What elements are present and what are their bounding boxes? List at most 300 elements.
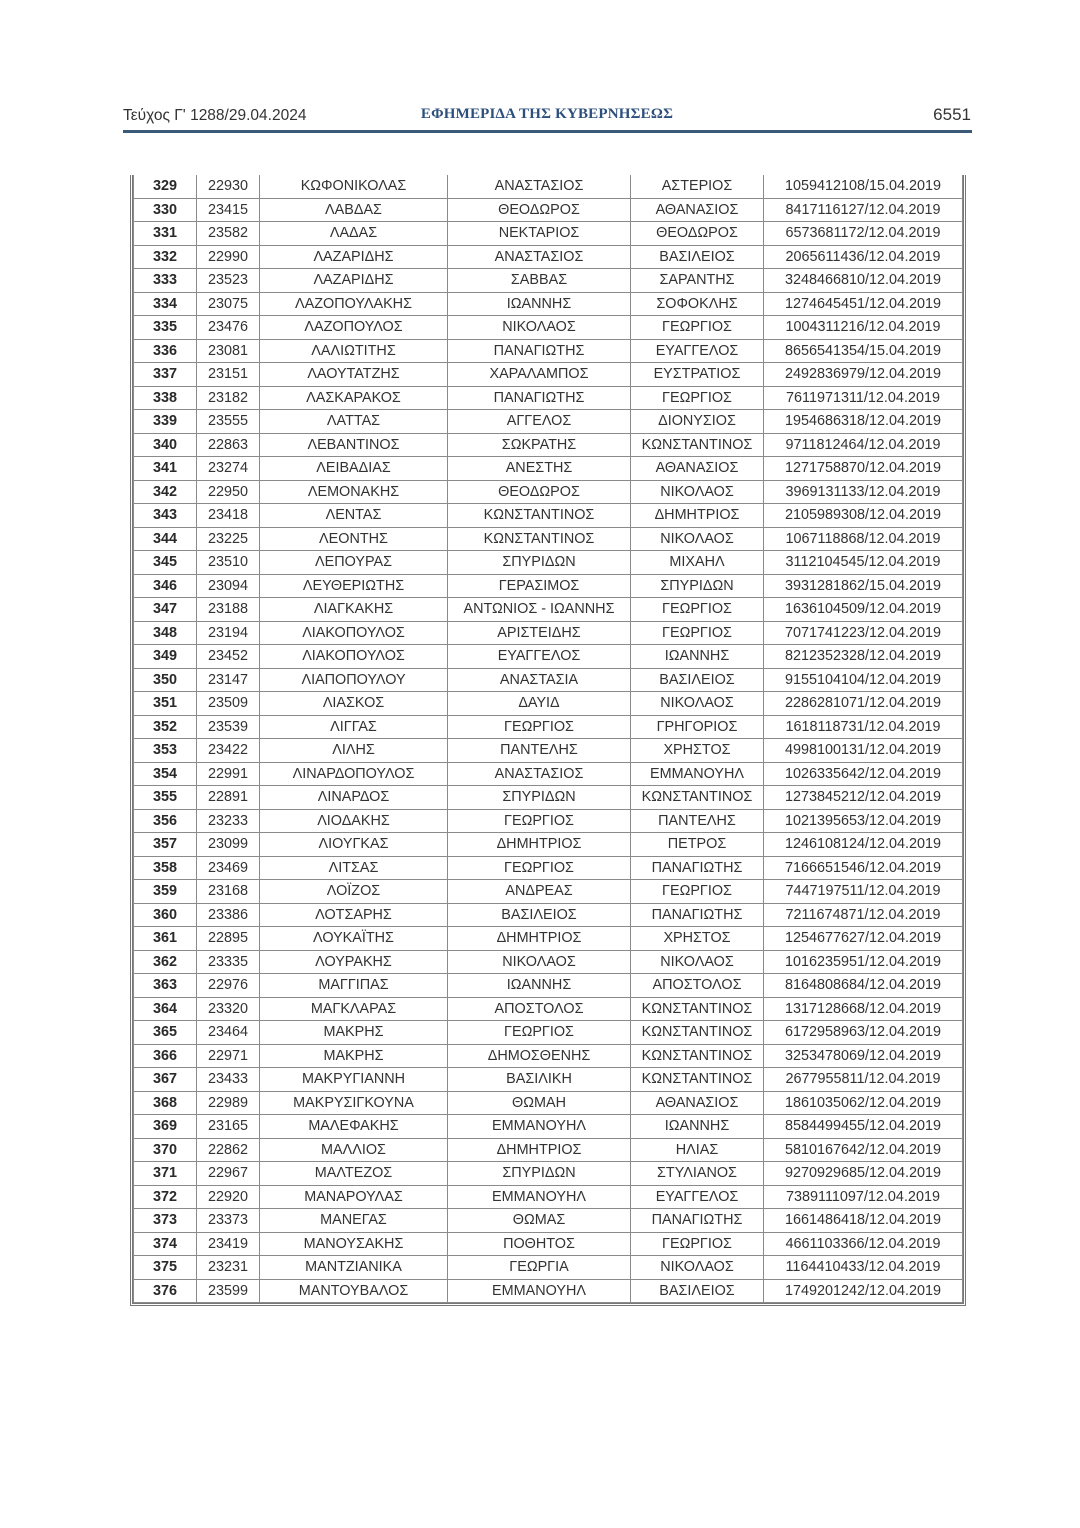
first-name-cell: ΑΝΑΣΤΑΣΙΟΣ	[448, 175, 631, 198]
table-row	[134, 645, 963, 669]
table-row	[134, 1068, 963, 1092]
registry-code-cell: 23165	[197, 1115, 260, 1139]
table-row	[134, 856, 963, 880]
protocol-number-cell: 1861035062/12.04.2019	[764, 1091, 963, 1115]
father-name-cell: ΠΕΤΡΟΣ	[631, 833, 764, 857]
table-row	[134, 410, 963, 434]
protocol-number-cell: 8212352328/12.04.2019	[764, 645, 963, 669]
father-name-cell: ΝΙΚΟΛΑΟΣ	[631, 527, 764, 551]
row-number-cell: 359	[134, 880, 197, 904]
first-name-cell: ΑΝΑΣΤΑΣΙΟΣ	[448, 762, 631, 786]
first-name-cell: ΓΕΩΡΓΙΟΣ	[448, 1021, 631, 1045]
father-name-cell: ΑΠΟΣΤΟΛΟΣ	[631, 974, 764, 998]
surname-cell: ΜΑΚΡΗΣ	[260, 1044, 448, 1068]
father-name-cell: ΚΩΝΣΤΑΝΤΙΝΟΣ	[631, 997, 764, 1021]
father-name-cell: ΚΩΝΣΤΑΝΤΙΝΟΣ	[631, 433, 764, 457]
father-name-cell: ΝΙΚΟΛΑΟΣ	[631, 480, 764, 504]
first-name-cell: ΔΗΜΗΤΡΙΟΣ	[448, 1138, 631, 1162]
first-name-cell: ΑΡΙΣΤΕΙΔΗΣ	[448, 621, 631, 645]
father-name-cell: ΣΑΡΑΝΤΗΣ	[631, 269, 764, 293]
father-name-cell: ΓΕΩΡΓΙΟΣ	[631, 598, 764, 622]
table-row	[134, 927, 963, 951]
first-name-cell: ΑΝΕΣΤΗΣ	[448, 457, 631, 481]
first-name-cell: ΓΕΩΡΓΙΟΣ	[448, 715, 631, 739]
surname-cell: ΛΑΔΑΣ	[260, 222, 448, 246]
protocol-number-cell: 1274645451/12.04.2019	[764, 292, 963, 316]
registry-code-cell: 22863	[197, 433, 260, 457]
table-row	[134, 762, 963, 786]
first-name-cell: ΔΗΜΗΤΡΙΟΣ	[448, 833, 631, 857]
table-row	[134, 480, 963, 504]
first-name-cell: ΧΑΡΑΛΑΜΠΟΣ	[448, 363, 631, 387]
table-row	[134, 551, 963, 575]
surname-cell: ΛΕΥΘΕΡΙΩΤΗΣ	[260, 574, 448, 598]
protocol-number-cell: 1246108124/12.04.2019	[764, 833, 963, 857]
registry-code-cell: 23539	[197, 715, 260, 739]
protocol-number-cell: 9711812464/12.04.2019	[764, 433, 963, 457]
table-row	[134, 504, 963, 528]
protocol-number-cell: 1317128668/12.04.2019	[764, 997, 963, 1021]
registry-code-cell: 22976	[197, 974, 260, 998]
registry-code-cell: 23194	[197, 621, 260, 645]
row-number-cell: 339	[134, 410, 197, 434]
protocol-number-cell: 8417116127/12.04.2019	[764, 198, 963, 222]
table-row	[134, 1044, 963, 1068]
table-row	[134, 175, 963, 198]
row-number-cell: 341	[134, 457, 197, 481]
surname-cell: ΜΑΓΓΙΠΑΣ	[260, 974, 448, 998]
surname-cell: ΛΙΝΑΡΔΟΠΟΥΛΟΣ	[260, 762, 448, 786]
registry-code-cell: 23452	[197, 645, 260, 669]
first-name-cell: ΘΩΜΑΗ	[448, 1091, 631, 1115]
table-row	[134, 809, 963, 833]
row-number-cell: 349	[134, 645, 197, 669]
father-name-cell: ΔΗΜΗΤΡΙΟΣ	[631, 504, 764, 528]
registry-code-cell: 23555	[197, 410, 260, 434]
table-row	[134, 974, 963, 998]
first-name-cell: ΔΗΜΗΤΡΙΟΣ	[448, 927, 631, 951]
surname-cell: ΛΟΤΣΑΡΗΣ	[260, 903, 448, 927]
first-name-cell: ΘΕΟΔΩΡΟΣ	[448, 198, 631, 222]
protocol-number-cell: 1661486418/12.04.2019	[764, 1209, 963, 1233]
table-row	[134, 715, 963, 739]
registry-code-cell: 23386	[197, 903, 260, 927]
surname-cell: ΛΕΝΤΑΣ	[260, 504, 448, 528]
row-number-cell: 370	[134, 1138, 197, 1162]
father-name-cell: ΕΥΑΓΓΕΛΟΣ	[631, 1185, 764, 1209]
protocol-number-cell: 4661103366/12.04.2019	[764, 1232, 963, 1256]
father-name-cell: ΠΑΝΤΕΛΗΣ	[631, 809, 764, 833]
candidates-table-frame	[130, 175, 966, 1306]
father-name-cell: ΓΕΩΡΓΙΟΣ	[631, 316, 764, 340]
protocol-number-cell: 7389111097/12.04.2019	[764, 1185, 963, 1209]
first-name-cell: ΔΑΥΙΔ	[448, 692, 631, 716]
protocol-number-cell: 1254677627/12.04.2019	[764, 927, 963, 951]
table-row	[134, 1279, 963, 1303]
surname-cell: ΚΩΦΟΝΙΚΟΛΑΣ	[260, 175, 448, 198]
father-name-cell: ΑΣΤΕΡΙΟΣ	[631, 175, 764, 198]
table-row	[134, 245, 963, 269]
first-name-cell: ΘΩΜΑΣ	[448, 1209, 631, 1233]
row-number-cell: 362	[134, 950, 197, 974]
surname-cell: ΛΑΒΔΑΣ	[260, 198, 448, 222]
father-name-cell: ΓΕΩΡΓΙΟΣ	[631, 386, 764, 410]
protocol-number-cell: 6172958963/12.04.2019	[764, 1021, 963, 1045]
protocol-number-cell: 7611971311/12.04.2019	[764, 386, 963, 410]
registry-code-cell: 22920	[197, 1185, 260, 1209]
table-body	[134, 175, 963, 1303]
registry-code-cell: 22967	[197, 1162, 260, 1186]
first-name-cell: ΑΝΑΣΤΑΣΙΑ	[448, 668, 631, 692]
row-number-cell: 354	[134, 762, 197, 786]
first-name-cell: ΕΥΑΓΓΕΛΟΣ	[448, 645, 631, 669]
table-row	[134, 598, 963, 622]
first-name-cell: ΣΠΥΡΙΔΩΝ	[448, 786, 631, 810]
row-number-cell: 375	[134, 1256, 197, 1280]
row-number-cell: 367	[134, 1068, 197, 1092]
first-name-cell: ΣΩΚΡΑΤΗΣ	[448, 433, 631, 457]
surname-cell: ΛΙΑΓΚΑΚΗΣ	[260, 598, 448, 622]
registry-code-cell: 23151	[197, 363, 260, 387]
first-name-cell: ΘΕΟΔΩΡΟΣ	[448, 480, 631, 504]
protocol-number-cell: 1004311216/12.04.2019	[764, 316, 963, 340]
row-number-cell: 343	[134, 504, 197, 528]
first-name-cell: ΕΜΜΑΝΟΥΗΛ	[448, 1185, 631, 1209]
surname-cell: ΛΕΒΑΝΤΙΝΟΣ	[260, 433, 448, 457]
row-number-cell: 334	[134, 292, 197, 316]
registry-code-cell: 23099	[197, 833, 260, 857]
protocol-number-cell: 5810167642/12.04.2019	[764, 1138, 963, 1162]
protocol-number-cell: 1067118868/12.04.2019	[764, 527, 963, 551]
surname-cell: ΛΙΑΣΚΟΣ	[260, 692, 448, 716]
first-name-cell: ΓΕΩΡΓΙΟΣ	[448, 809, 631, 833]
row-number-cell: 345	[134, 551, 197, 575]
surname-cell: ΛΙΓΓΑΣ	[260, 715, 448, 739]
first-name-cell: ΙΩΑΝΝΗΣ	[448, 974, 631, 998]
first-name-cell: ΔΗΜΟΣΘΕΝΗΣ	[448, 1044, 631, 1068]
protocol-number-cell: 1954686318/12.04.2019	[764, 410, 963, 434]
table-row	[134, 574, 963, 598]
registry-code-cell: 23373	[197, 1209, 260, 1233]
table-row	[134, 1115, 963, 1139]
row-number-cell: 338	[134, 386, 197, 410]
protocol-number-cell: 9155104104/12.04.2019	[764, 668, 963, 692]
protocol-number-cell: 2105989308/12.04.2019	[764, 504, 963, 528]
row-number-cell: 361	[134, 927, 197, 951]
registry-code-cell: 23231	[197, 1256, 260, 1280]
table-row	[134, 668, 963, 692]
surname-cell: ΛΑΤΤΑΣ	[260, 410, 448, 434]
first-name-cell: ΕΜΜΑΝΟΥΗΛ	[448, 1115, 631, 1139]
table-row	[134, 997, 963, 1021]
row-number-cell: 340	[134, 433, 197, 457]
father-name-cell: ΑΘΑΝΑΣΙΟΣ	[631, 457, 764, 481]
father-name-cell: ΘΕΟΔΩΡΟΣ	[631, 222, 764, 246]
first-name-cell: ΕΜΜΑΝΟΥΗΛ	[448, 1279, 631, 1303]
protocol-number-cell: 1021395653/12.04.2019	[764, 809, 963, 833]
father-name-cell: ΓΕΩΡΓΙΟΣ	[631, 1232, 764, 1256]
table-row	[134, 269, 963, 293]
father-name-cell: ΚΩΝΣΤΑΝΤΙΝΟΣ	[631, 1068, 764, 1092]
protocol-number-cell: 8584499455/12.04.2019	[764, 1115, 963, 1139]
father-name-cell: ΓΕΩΡΓΙΟΣ	[631, 880, 764, 904]
registry-code-cell: 23188	[197, 598, 260, 622]
protocol-number-cell: 1271758870/12.04.2019	[764, 457, 963, 481]
registry-code-cell: 23464	[197, 1021, 260, 1045]
registry-code-cell: 22990	[197, 245, 260, 269]
first-name-cell: ΒΑΣΙΛΕΙΟΣ	[448, 903, 631, 927]
row-number-cell: 352	[134, 715, 197, 739]
registry-code-cell: 22862	[197, 1138, 260, 1162]
row-number-cell: 347	[134, 598, 197, 622]
row-number-cell: 335	[134, 316, 197, 340]
table-row	[134, 363, 963, 387]
row-number-cell: 332	[134, 245, 197, 269]
protocol-number-cell: 3931281862/15.04.2019	[764, 574, 963, 598]
surname-cell: ΜΑΛΤΕΖΟΣ	[260, 1162, 448, 1186]
father-name-cell: ΝΙΚΟΛΑΟΣ	[631, 950, 764, 974]
first-name-cell: ΠΑΝΤΕΛΗΣ	[448, 739, 631, 763]
father-name-cell: ΑΘΑΝΑΣΙΟΣ	[631, 198, 764, 222]
father-name-cell: ΧΡΗΣΤΟΣ	[631, 927, 764, 951]
registry-code-cell: 23233	[197, 809, 260, 833]
table-row	[134, 1232, 963, 1256]
surname-cell: ΜΑΚΡΥΣΙΓΚΟΥΝΑ	[260, 1091, 448, 1115]
row-number-cell: 371	[134, 1162, 197, 1186]
table-row	[134, 739, 963, 763]
surname-cell: ΛΑΟΥΤΑΤΖΗΣ	[260, 363, 448, 387]
protocol-number-cell: 4998100131/12.04.2019	[764, 739, 963, 763]
father-name-cell: ΚΩΝΣΤΑΝΤΙΝΟΣ	[631, 1021, 764, 1045]
surname-cell: ΜΑΝΑΡΟΥΛΑΣ	[260, 1185, 448, 1209]
table-row	[134, 222, 963, 246]
protocol-number-cell: 1164410433/12.04.2019	[764, 1256, 963, 1280]
row-number-cell: 330	[134, 198, 197, 222]
protocol-number-cell: 8164808684/12.04.2019	[764, 974, 963, 998]
candidates-table	[133, 175, 963, 1303]
page-header	[123, 104, 971, 130]
registry-code-cell: 23147	[197, 668, 260, 692]
surname-cell: ΛΑΖΟΠΟΥΛΑΚΗΣ	[260, 292, 448, 316]
surname-cell: ΛΙΟΔΑΚΗΣ	[260, 809, 448, 833]
first-name-cell: ΑΠΟΣΤΟΛΟΣ	[448, 997, 631, 1021]
registry-code-cell: 23081	[197, 339, 260, 363]
father-name-cell: ΚΩΝΣΤΑΝΤΙΝΟΣ	[631, 786, 764, 810]
row-number-cell: 363	[134, 974, 197, 998]
row-number-cell: 351	[134, 692, 197, 716]
registry-code-cell: 23422	[197, 739, 260, 763]
row-number-cell: 344	[134, 527, 197, 551]
surname-cell: ΛΙΑΚΟΠΟΥΛΟΣ	[260, 645, 448, 669]
registry-code-cell: 23418	[197, 504, 260, 528]
surname-cell: ΜΑΛΛΙΟΣ	[260, 1138, 448, 1162]
table-row	[134, 1021, 963, 1045]
row-number-cell: 333	[134, 269, 197, 293]
surname-cell: ΛΙΑΠΟΠΟΥΛΟΥ	[260, 668, 448, 692]
protocol-number-cell: 1273845212/12.04.2019	[764, 786, 963, 810]
father-name-cell: ΣΤΥΛΙΑΝΟΣ	[631, 1162, 764, 1186]
registry-code-cell: 23274	[197, 457, 260, 481]
surname-cell: ΜΑΛΕΦΑΚΗΣ	[260, 1115, 448, 1139]
table-row	[134, 1162, 963, 1186]
father-name-cell: ΔΙΟΝΥΣΙΟΣ	[631, 410, 764, 434]
first-name-cell: ΝΙΚΟΛΑΟΣ	[448, 316, 631, 340]
protocol-number-cell: 3969131133/12.04.2019	[764, 480, 963, 504]
first-name-cell: ΠΟΘΗΤΟΣ	[448, 1232, 631, 1256]
father-name-cell: ΓΕΩΡΓΙΟΣ	[631, 621, 764, 645]
first-name-cell: ΙΩΑΝΝΗΣ	[448, 292, 631, 316]
surname-cell: ΛΕΜΟΝΑΚΗΣ	[260, 480, 448, 504]
protocol-number-cell: 1016235951/12.04.2019	[764, 950, 963, 974]
row-number-cell: 329	[134, 175, 197, 198]
registry-code-cell: 22891	[197, 786, 260, 810]
row-number-cell: 376	[134, 1279, 197, 1303]
row-number-cell: 373	[134, 1209, 197, 1233]
table-row	[134, 692, 963, 716]
father-name-cell: ΣΠΥΡΙΔΩΝ	[631, 574, 764, 598]
first-name-cell: ΣΠΥΡΙΔΩΝ	[448, 1162, 631, 1186]
table-row	[134, 621, 963, 645]
registry-code-cell: 23320	[197, 997, 260, 1021]
surname-cell: ΛΙΛΗΣ	[260, 739, 448, 763]
protocol-number-cell: 7071741223/12.04.2019	[764, 621, 963, 645]
protocol-number-cell: 6573681172/12.04.2019	[764, 222, 963, 246]
first-name-cell: ΑΓΓΕΛΟΣ	[448, 410, 631, 434]
table-row	[134, 786, 963, 810]
table-row	[134, 316, 963, 340]
table-row	[134, 880, 963, 904]
father-name-cell: ΕΜΜΑΝΟΥΗΛ	[631, 762, 764, 786]
first-name-cell: ΝΙΚΟΛΑΟΣ	[448, 950, 631, 974]
registry-code-cell: 23469	[197, 856, 260, 880]
table-row	[134, 339, 963, 363]
table-row	[134, 903, 963, 927]
father-name-cell: ΚΩΝΣΤΑΝΤΙΝΟΣ	[631, 1044, 764, 1068]
father-name-cell: ΒΑΣΙΛΕΙΟΣ	[631, 1279, 764, 1303]
table-row	[134, 433, 963, 457]
row-number-cell: 331	[134, 222, 197, 246]
surname-cell: ΛΑΣΚΑΡΑΚΟΣ	[260, 386, 448, 410]
row-number-cell: 356	[134, 809, 197, 833]
surname-cell: ΛΕΙΒΑΔΙΑΣ	[260, 457, 448, 481]
first-name-cell: ΓΕΡΑΣΙΜΟΣ	[448, 574, 631, 598]
row-number-cell: 372	[134, 1185, 197, 1209]
father-name-cell: ΙΩΑΝΝΗΣ	[631, 1115, 764, 1139]
registry-code-cell: 22930	[197, 175, 260, 198]
row-number-cell: 348	[134, 621, 197, 645]
row-number-cell: 368	[134, 1091, 197, 1115]
surname-cell: ΛΑΛΙΩΤΙΤΗΣ	[260, 339, 448, 363]
protocol-number-cell: 1059412108/15.04.2019	[764, 175, 963, 198]
registry-code-cell: 23582	[197, 222, 260, 246]
table-row	[134, 950, 963, 974]
table-row	[134, 386, 963, 410]
row-number-cell: 360	[134, 903, 197, 927]
first-name-cell: ΑΝΔΡΕΑΣ	[448, 880, 631, 904]
table-row	[134, 527, 963, 551]
surname-cell: ΜΑΝΟΥΣΑΚΗΣ	[260, 1232, 448, 1256]
first-name-cell: ΠΑΝΑΓΙΩΤΗΣ	[448, 339, 631, 363]
first-name-cell: ΣΠΥΡΙΔΩΝ	[448, 551, 631, 575]
protocol-number-cell: 1618118731/12.04.2019	[764, 715, 963, 739]
father-name-cell: ΗΛΙΑΣ	[631, 1138, 764, 1162]
surname-cell: ΛΙΝΑΡΔΟΣ	[260, 786, 448, 810]
protocol-number-cell: 7211674871/12.04.2019	[764, 903, 963, 927]
registry-code-cell: 23075	[197, 292, 260, 316]
protocol-number-cell: 2286281071/12.04.2019	[764, 692, 963, 716]
registry-code-cell: 22991	[197, 762, 260, 786]
surname-cell: ΛΑΖΑΡΙΔΗΣ	[260, 245, 448, 269]
row-number-cell: 346	[134, 574, 197, 598]
table-row	[134, 1209, 963, 1233]
row-number-cell: 342	[134, 480, 197, 504]
father-name-cell: ΣΟΦΟΚΛΗΣ	[631, 292, 764, 316]
protocol-number-cell: 7447197511/12.04.2019	[764, 880, 963, 904]
first-name-cell: ΚΩΝΣΤΑΝΤΙΝΟΣ	[448, 527, 631, 551]
father-name-cell: ΝΙΚΟΛΑΟΣ	[631, 692, 764, 716]
first-name-cell: ΑΝΑΣΤΑΣΙΟΣ	[448, 245, 631, 269]
table-row	[134, 198, 963, 222]
surname-cell: ΛΙΤΣΑΣ	[260, 856, 448, 880]
surname-cell: ΜΑΝΤΟΥΒΑΛΟΣ	[260, 1279, 448, 1303]
row-number-cell: 369	[134, 1115, 197, 1139]
first-name-cell: ΠΑΝΑΓΙΩΤΗΣ	[448, 386, 631, 410]
father-name-cell: ΠΑΝΑΓΙΩΤΗΣ	[631, 903, 764, 927]
registry-code-cell: 23510	[197, 551, 260, 575]
row-number-cell: 353	[134, 739, 197, 763]
protocol-number-cell: 1749201242/12.04.2019	[764, 1279, 963, 1303]
registry-code-cell: 23419	[197, 1232, 260, 1256]
first-name-cell: ΝΕΚΤΑΡΙΟΣ	[448, 222, 631, 246]
father-name-cell: ΧΡΗΣΤΟΣ	[631, 739, 764, 763]
surname-cell: ΛΙΑΚΟΠΟΥΛΟΣ	[260, 621, 448, 645]
row-number-cell: 350	[134, 668, 197, 692]
surname-cell: ΜΑΝΕΓΑΣ	[260, 1209, 448, 1233]
registry-code-cell: 23523	[197, 269, 260, 293]
surname-cell: ΛΑΖΟΠΟΥΛΟΣ	[260, 316, 448, 340]
protocol-number-cell: 7166651546/12.04.2019	[764, 856, 963, 880]
protocol-number-cell: 9270929685/12.04.2019	[764, 1162, 963, 1186]
table-row	[134, 292, 963, 316]
surname-cell: ΛΟΥΚΑΪΤΗΣ	[260, 927, 448, 951]
father-name-cell: ΕΥΑΓΓΕΛΟΣ	[631, 339, 764, 363]
table-row	[134, 1256, 963, 1280]
protocol-number-cell: 8656541354/15.04.2019	[764, 339, 963, 363]
father-name-cell: ΒΑΣΙΛΕΙΟΣ	[631, 668, 764, 692]
registry-code-cell: 22971	[197, 1044, 260, 1068]
row-number-cell: 357	[134, 833, 197, 857]
protocol-number-cell: 3112104545/12.04.2019	[764, 551, 963, 575]
registry-code-cell: 23599	[197, 1279, 260, 1303]
first-name-cell: ΓΕΩΡΓΙΑ	[448, 1256, 631, 1280]
row-number-cell: 364	[134, 997, 197, 1021]
protocol-number-cell: 1636104509/12.04.2019	[764, 598, 963, 622]
first-name-cell: ΓΕΩΡΓΙΟΣ	[448, 856, 631, 880]
header-divider	[123, 130, 972, 133]
father-name-cell: ΠΑΝΑΓΙΩΤΗΣ	[631, 1209, 764, 1233]
gazette-title: ΕΦΗΜΕΡΙΔΑ ΤΗΣ ΚΥΒΕΡΝΗΣΕΩΣ	[420, 106, 674, 122]
surname-cell: ΛΙΟΥΓΚΑΣ	[260, 833, 448, 857]
protocol-number-cell: 3253478069/12.04.2019	[764, 1044, 963, 1068]
row-number-cell: 337	[134, 363, 197, 387]
first-name-cell: ΑΝΤΩΝΙΟΣ - ΙΩΑΝΝΗΣ	[448, 598, 631, 622]
surname-cell: ΛΕΠΟΥΡΑΣ	[260, 551, 448, 575]
father-name-cell: ΝΙΚΟΛΑΟΣ	[631, 1256, 764, 1280]
registry-code-cell: 23476	[197, 316, 260, 340]
first-name-cell: ΣΑΒΒΑΣ	[448, 269, 631, 293]
registry-code-cell: 22950	[197, 480, 260, 504]
surname-cell: ΛΕΟΝΤΗΣ	[260, 527, 448, 551]
